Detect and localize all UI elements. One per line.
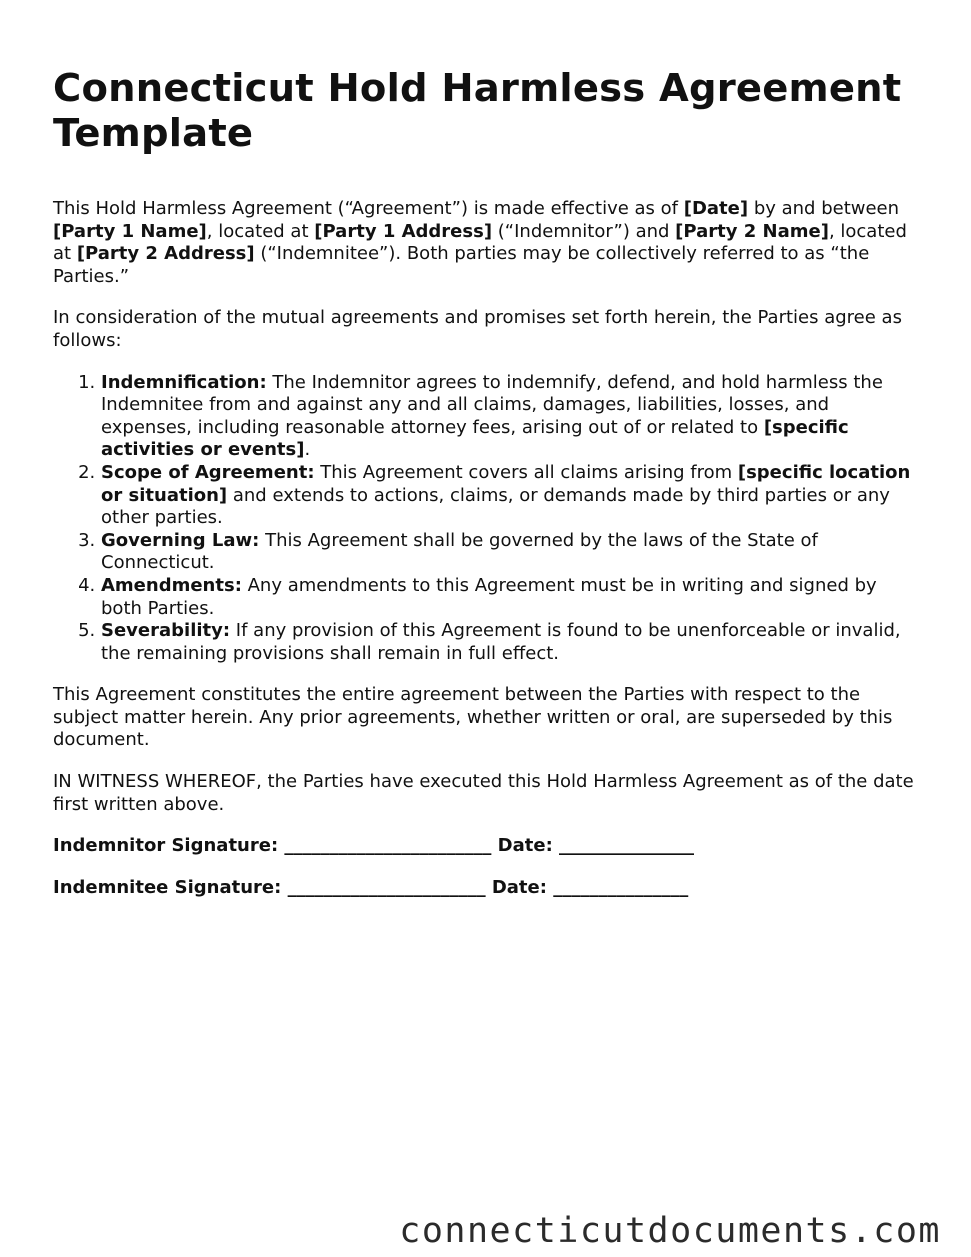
party1-name-placeholder: [Party 1 Name] bbox=[53, 220, 207, 242]
document-page bbox=[53, 66, 921, 918]
party2-address-placeholder: [Party 2 Address] bbox=[76, 243, 255, 265]
page-title: Connecticut Hold Harmless Agreement Template bbox=[53, 66, 902, 156]
clause-scope: 2. Scope of Agreement: This Agreement covers all claims arising from [specific location or situation] and extends to actions, claims, or demands made by third parties or any other parties. bbox=[101, 462, 921, 530]
clause-governing-law: 3. Governing Law: This Agreement shall be governed by the laws of the State of Connecticut. bbox=[101, 530, 921, 575]
party1-address-placeholder: [Party 1 Address] bbox=[314, 220, 493, 242]
intro-paragraph: This Hold Harmless Agreement (“Agreement”) is made effective as of [Date] by and between [Party 1 Name], located at [Party 1 Address] (“Indemnitor”) and [Party 2 Name], located at [Party 2 Address] (“Indemnitee”). Both parties may be collectively referred to as “the Parties.” bbox=[53, 198, 907, 287]
clause-severability: 5. Severability: If any provision of this Agreement is found to be unenforceable or invalid, the remaining provisions shall remain in full effect. bbox=[101, 620, 921, 665]
indemnitee-signature-line: Indemnitee Signature: ______________________ Date: _______________ bbox=[53, 876, 689, 898]
clause-indemnification: 1. Indemnification: The Indemnitor agrees to indemnify, defend, and hold harmless the Indemnitee from and against any and all claims, damages, liabilities, losses, and expenses, including reasonable attorney fees, arising out of or related to [specific activities or events]. bbox=[101, 372, 921, 462]
clause-list bbox=[53, 372, 921, 666]
entire-agreement-paragraph: This Agreement constitutes the entire agreement between the Parties with respect to the subject matter herein. Any prior agreements, whether written or oral, are superseded by this document. bbox=[53, 684, 893, 751]
clause-amendments: 4. Amendments: Any amendments to this Agreement must be in writing and signed by both Parties. bbox=[101, 575, 921, 620]
party2-name-placeholder: [Party 2 Name] bbox=[675, 220, 829, 242]
site-watermark: connecticutdocuments.com bbox=[399, 1211, 941, 1251]
indemnitor-signature-line: Indemnitor Signature: _______________________ Date: _______________ bbox=[53, 835, 695, 857]
date-placeholder: [Date] bbox=[683, 198, 749, 219]
consideration-paragraph: In consideration of the mutual agreements and promises set forth herein, the Parties agree as follows: bbox=[53, 307, 902, 351]
witness-paragraph: IN WITNESS WHEREOF, the Parties have executed this Hold Harmless Agreement as of the date first written above. bbox=[53, 771, 914, 815]
